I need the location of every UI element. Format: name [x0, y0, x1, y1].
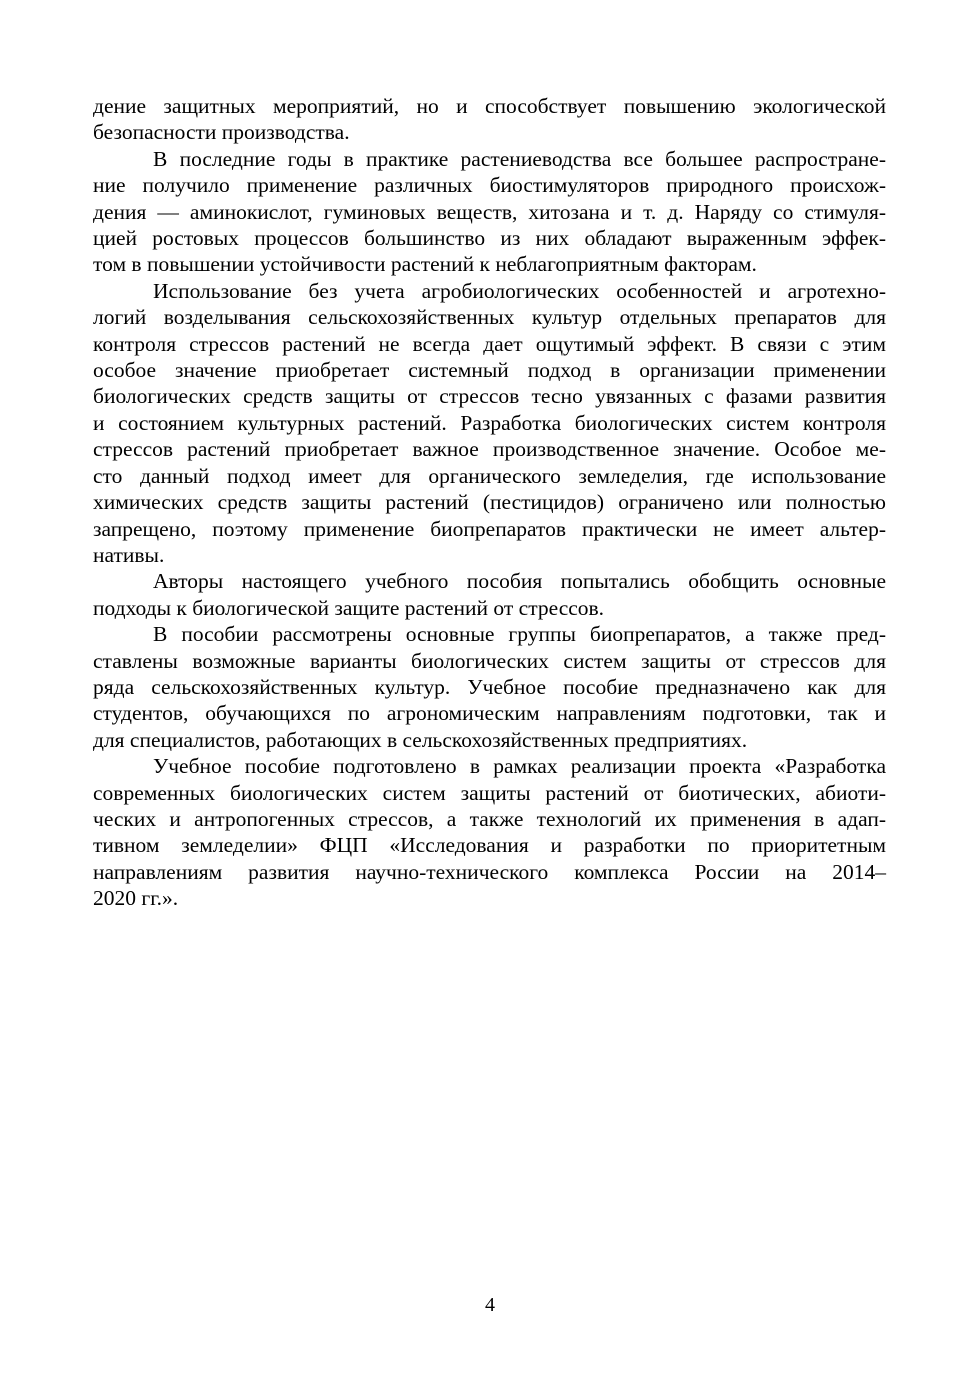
- text-line: 2020 гг.».: [93, 886, 179, 911]
- paragraph-6: [93, 753, 886, 911]
- text-line: ние получило применение различных биостимуляторов природного происхож-: [93, 173, 886, 198]
- text-line: Использование без учета агробиологических особенностей и агротехно-: [153, 278, 886, 303]
- text-line: цией ростовых процессов большинство из них обладают выраженным эффек-: [93, 226, 886, 251]
- text-line: запрещено, поэтому применение биопрепаратов практически не имеет альтер-: [93, 516, 886, 541]
- body-text: [93, 93, 886, 912]
- text-line: стрессов растений приобретает важное производственное значение. Особое ме-: [93, 437, 886, 462]
- text-line: В последние годы в практике растениеводства все большее распростране-: [153, 146, 886, 171]
- text-line: безопасности производства.: [93, 120, 350, 145]
- paragraph-5: [93, 621, 886, 753]
- text-line: сто данный подход имеет для органического земледелия, где использование: [93, 463, 886, 488]
- text-line: Учебное пособие подготовлено в рамках реализации проекта «Разработка: [153, 754, 886, 779]
- text-line: логий возделывания сельскохозяйственных культур отдельных препаратов для: [93, 305, 886, 330]
- text-line: В пособии рассмотрены основные группы биопрепаратов, а также пред-: [153, 622, 886, 647]
- text-line: дения — аминокислот, гуминовых веществ, хитозана и т. д. Наряду со стимуля-: [93, 199, 886, 224]
- text-line: и состоянием культурных растений. Разработка биологических систем контроля: [93, 410, 886, 435]
- text-line: современных биологических систем защиты растений от биотических, абиоти-: [93, 780, 886, 805]
- text-line: студентов, обучающихся по агрономическим направлениям подготовки, так и: [93, 701, 886, 726]
- text-line: нативы.: [93, 542, 165, 567]
- paragraph-4: [93, 568, 886, 621]
- page-number: 4: [485, 1294, 495, 1316]
- text-line: направлениям развития научно-технического комплекса России на 2014–: [93, 859, 886, 884]
- text-line: для специалистов, работающих в сельскохозяйственных предприятиях.: [93, 727, 748, 752]
- text-line: ряда сельскохозяйственных культур. Учебное пособие предназначено как для: [93, 674, 886, 699]
- paragraph-1: [93, 93, 886, 146]
- text-line: химических средств защиты растений (пестицидов) ограничено или полностью: [93, 490, 886, 515]
- text-line: дение защитных мероприятий, но и способствует повышению экологической: [93, 94, 886, 118]
- text-line: Авторы настоящего учебного пособия попытались обобщить основные: [153, 569, 886, 594]
- text-line: особое значение приобретает системный подход в организации применении: [93, 358, 886, 383]
- paragraph-2: [93, 146, 886, 278]
- text-line: биологических средств защиты от стрессов тесно увязанных с фазами развития: [93, 384, 886, 409]
- paragraph-3: [93, 278, 886, 568]
- text-line: том в повышении устойчивости растений к неблагоприятным факторам.: [93, 252, 757, 277]
- text-line: ческих и антропогенных стрессов, а также технологий их применения в адап-: [93, 806, 886, 831]
- text-line: контроля стрессов растений не всегда дает ощутимый эффект. В связи с этим: [93, 331, 886, 356]
- text-line: тивном земледелии» ФЦП «Исследования и разработки по приоритетным: [93, 833, 886, 858]
- text-line: ставлены возможные варианты биологических систем защиты от стрессов для: [93, 648, 886, 673]
- text-line: подходы к биологической защите растений от стрессов.: [93, 595, 605, 620]
